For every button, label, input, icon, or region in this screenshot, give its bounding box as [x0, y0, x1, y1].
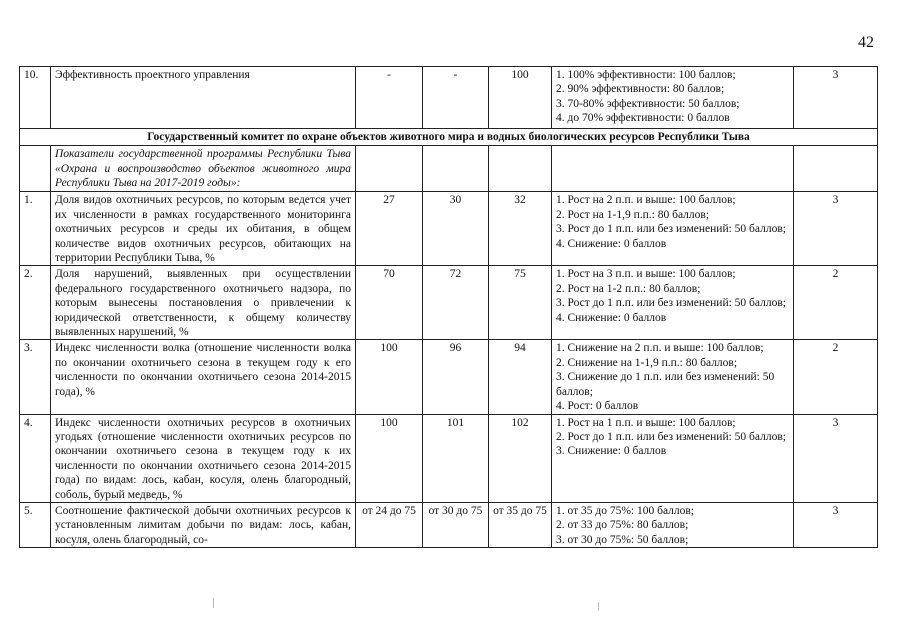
- criteria-line: 3. Рост до 1 п.п. или без изменений: 50 баллов;: [556, 223, 786, 236]
- value-2019: 100: [489, 67, 552, 129]
- weight-score: 3: [794, 67, 878, 129]
- criteria-line: 1. Снижение на 2 п.п. и выше: 100 баллов;: [556, 342, 764, 355]
- value-2018: от 30 до 75: [423, 502, 489, 547]
- program-title: Показатели государственной программы Республики Тыва «Охрана и воспроизводство объектов животного мира Республики Тыва на 2017-2019 годы»:: [51, 146, 356, 192]
- criteria-line: 1. Рост на 1 п.п. и выше: 100 баллов;: [556, 416, 736, 429]
- scan-artifact: [598, 602, 599, 611]
- empty-cell: [552, 146, 794, 192]
- empty-cell: [423, 146, 489, 192]
- criteria-line: 2. Рост на 1-1,9 п.п.: 80 баллов;: [556, 208, 710, 221]
- criteria-line: 4. Снижение: 0 баллов: [556, 237, 667, 250]
- indicators-table: [19, 66, 878, 548]
- indicator-text: Индекс численности охотничьих ресурсов в охотничьих угодьях (отношение численности охотничьих ресурсов по окончании охотничьего сезона в текущем году к их численности по окончании охотничьего сезона 2014-2015 года) по видам: лось, кабан, косуля, олень благородный, соболь, бурый медведь, %: [51, 414, 356, 502]
- criteria-cell: [552, 67, 794, 129]
- value-2017: -: [356, 67, 423, 129]
- empty-cell: [794, 146, 878, 192]
- value-2019: 102: [489, 414, 552, 502]
- indicator-text: Эффективность проектного управления: [51, 67, 356, 129]
- section-header-row: [20, 129, 878, 146]
- value-2017: 100: [356, 340, 423, 414]
- row-number: 10.: [20, 67, 51, 129]
- value-2019: 32: [489, 192, 552, 266]
- value-2018: 96: [423, 340, 489, 414]
- empty-cell: [489, 146, 552, 192]
- scan-artifact: [213, 598, 214, 608]
- criteria-line: 4. Снижение: 0 баллов: [556, 311, 667, 324]
- criteria-line: 2. от 33 до 75%: 80 баллов;: [556, 519, 689, 532]
- row-number: 5.: [20, 502, 51, 547]
- criteria-line: 1. 100% эффективности: 100 баллов;: [556, 69, 736, 81]
- criteria-cell: [552, 414, 794, 502]
- value-2018: 72: [423, 266, 489, 340]
- criteria-line: 1. Рост на 2 п.п. и выше: 100 баллов;: [556, 194, 736, 207]
- criteria-cell: [552, 340, 794, 414]
- value-2017: 70: [356, 266, 423, 340]
- table-row: [20, 67, 878, 129]
- program-row: [20, 146, 878, 192]
- value-2018: 101: [423, 414, 489, 502]
- value-2019: от 35 до 75: [489, 502, 552, 547]
- value-2018: 30: [423, 192, 489, 266]
- empty-cell: [20, 146, 51, 192]
- criteria-line: 1. от 35 до 75%: 100 баллов;: [556, 504, 695, 517]
- value-2017: 27: [356, 192, 423, 266]
- weight-score: 2: [794, 340, 878, 414]
- table-row: [20, 502, 878, 547]
- indicator-text: Соотношение фактической добычи охотничьих ресурсов к установленным лимитам добычи по видам: лось, кабан, косуля, олень благородный, со-: [51, 502, 356, 547]
- table-row: [20, 266, 878, 340]
- criteria-line: 2. Рост до 1 п.п. или без изменений: 50 баллов;: [556, 430, 786, 443]
- criteria-line: 3. Рост до 1 п.п. или без изменений: 50 баллов;: [556, 297, 786, 310]
- row-number: 4.: [20, 414, 51, 502]
- criteria-line: 3. Снижение до 1 п.п. или без изменений: 50 баллов;: [556, 371, 775, 398]
- criteria-line: 3. от 30 до 75%: 50 баллов;: [556, 533, 689, 546]
- value-2019: 75: [489, 266, 552, 340]
- section-title: Государственный комитет по охране объектов животного мира и водных биологических ресурсов Республики Тыва: [20, 129, 878, 146]
- table-row: [20, 192, 878, 266]
- row-number: 2.: [20, 266, 51, 340]
- weight-score: 3: [794, 414, 878, 502]
- weight-score: 3: [794, 502, 878, 547]
- row-number: 1.: [20, 192, 51, 266]
- indicator-text: Доля видов охотничьих ресурсов, по которым ведется учет их численности в рамках государственного мониторинга охотничьих ресурсов и среды их обитания, в общем количестве видов охотничьих ресурсов, обитающих на территории Республики Тыва, %: [51, 192, 356, 266]
- criteria-cell: [552, 266, 794, 340]
- criteria-line: 2. 90% эффективности: 80 баллов;: [556, 83, 725, 96]
- criteria-line: 4. до 70% эффективности: 0 баллов: [556, 112, 730, 125]
- row-number: 3.: [20, 340, 51, 414]
- indicator-text: Индекс численности волка (отношение численности волка по окончании охотничьего сезона в текущем году к его численности по окончании охотничьего сезона 2014-2015 года), %: [51, 340, 356, 414]
- criteria-line: 1. Рост на 3 п.п. и выше: 100 баллов;: [556, 268, 736, 281]
- criteria-line: 4. Рост: 0 баллов: [556, 400, 639, 413]
- indicator-text: Доля нарушений, выявленных при осуществлении федерального государственного охотничьего надзора, по которым вынесены постановления о привлечении к юридической ответственности, к общему количеству выявленных нарушений, %: [51, 266, 356, 340]
- value-2017: от 24 до 75: [356, 502, 423, 547]
- criteria-line: 3. 70-80% эффективности: 50 баллов;: [556, 97, 740, 110]
- criteria-line: 2. Рост на 1-2 п.п.: 80 баллов;: [556, 282, 701, 295]
- table-row: [20, 340, 878, 414]
- weight-score: 2: [794, 266, 878, 340]
- value-2017: 100: [356, 414, 423, 502]
- criteria-line: 2. Снижение на 1-1,9 п.п.: 80 баллов;: [556, 356, 738, 369]
- value-2018: -: [423, 67, 489, 129]
- value-2019: 94: [489, 340, 552, 414]
- table-row: [20, 414, 878, 502]
- criteria-cell: [552, 502, 794, 547]
- weight-score: 3: [794, 192, 878, 266]
- page-number: 42: [858, 34, 874, 51]
- criteria-line: 3. Снижение: 0 баллов: [556, 445, 667, 458]
- criteria-cell: [552, 192, 794, 266]
- empty-cell: [356, 146, 423, 192]
